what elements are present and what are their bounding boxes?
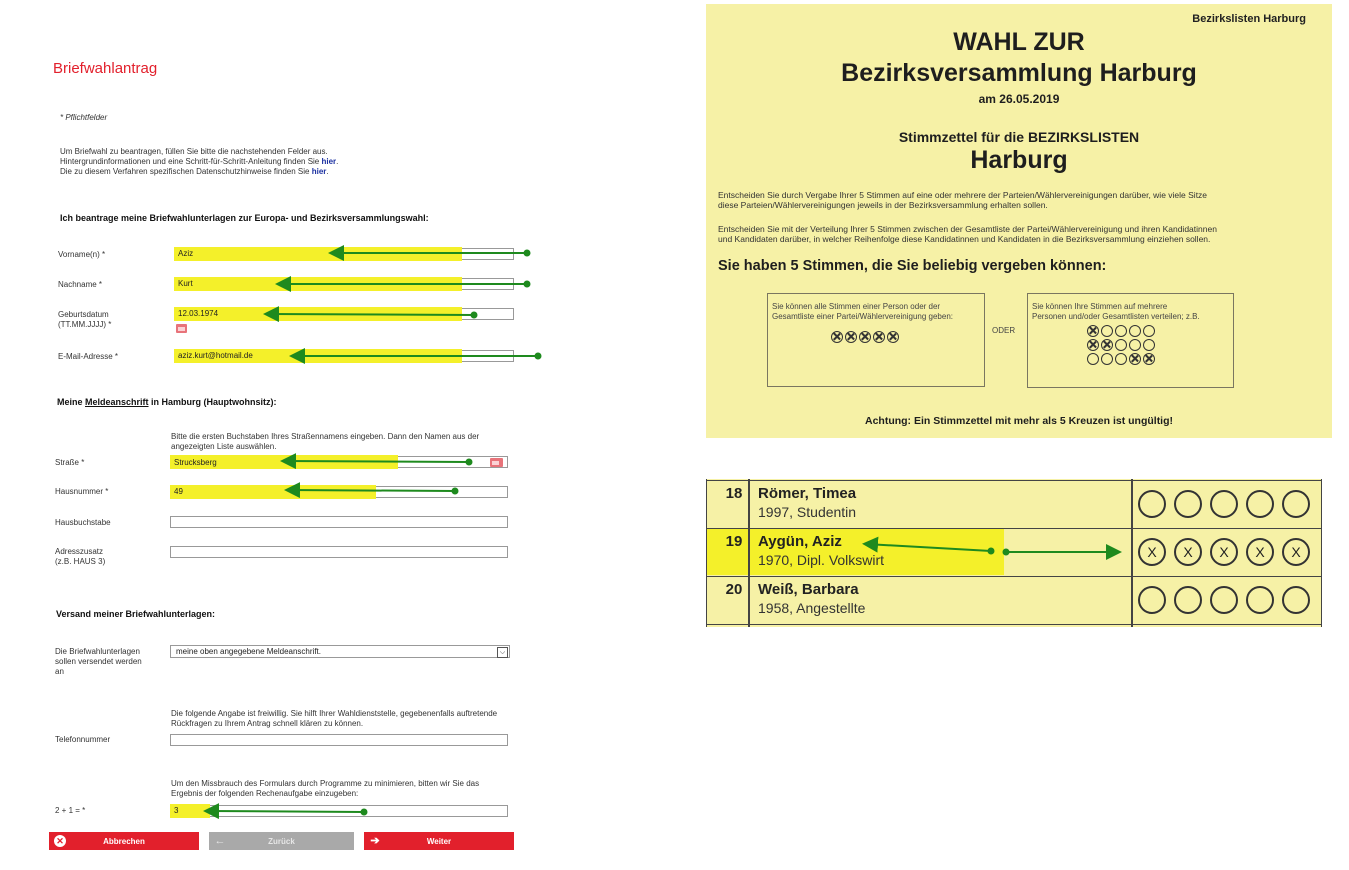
intro-text: Um Briefwahl zu beantragen, füllen Sie bitte die nachstehenden Felder aus. Hintergrundinformationen und eine Schritt-für-Schritt-Anleitung finden Sie hier. Die zu diesem Verfahren spezifischen Datenschutzhinweise finden Sie hier. [60,147,339,176]
ballot-date: am 26.05.2019 [978,92,1060,106]
arrow-right-icon: ➔ [370,835,380,847]
section-request: Ich beantrage meine Briefwahlunterlagen zur Europa- und Bezirksversammlungswahl: [60,213,429,223]
ballot-subtitle: Stimmzettel für die BEZIRKSLISTEN [898,129,1140,145]
candidate-details: 1997, Studentin [758,504,857,520]
cancel-button-label: Abbrechen [103,836,145,846]
candidate-details: 1958, Angestellte [758,600,866,616]
vote-circle[interactable]: X [1210,538,1238,566]
privacy-link[interactable]: hier [311,167,327,176]
required-note: * Pflichtfelder [60,113,108,122]
street-hint: Bitte die ersten Buchstaben Ihres Straßennamens eingeben. Dann den Namen aus der angezeigten Liste auswählen. [171,432,480,451]
vote-circle[interactable]: X [1282,538,1310,566]
ballot-example-box-1: Sie können alle Stimmen einer Person oder der Gesamtliste einer Partei/Wählervereinigung geben: [767,293,985,387]
page-title: Briefwahlantrag [53,60,158,77]
candidate-details: 1970, Dipl. Volkswirt [758,552,885,568]
versand-label: Die Briefwahlunterlagen sollen versendet werden an [55,647,142,676]
candidate-name: Aygün, Aziz [758,533,842,550]
vote-circle[interactable]: X [1174,538,1202,566]
arrow-hausnummer [288,490,455,491]
vorname-label: Vorname(n) * [58,250,106,259]
ballot-oder: ODER [992,326,1016,335]
candidate-number: 20 [725,581,743,598]
email-value: aziz.kurt@hotmail.de [178,351,253,360]
vote-circle[interactable]: X [1138,538,1166,566]
adresszusatz-label: Adresszusatz (z.B. HAUS 3) [55,547,106,566]
vote-circle[interactable]: X [1246,538,1274,566]
versand-select-value: meine oben angegebene Meldeanschrift. [176,647,321,656]
hausbuchstabe-label: Hausbuchstabe [55,518,111,527]
candidate-name: Römer, Timea [758,485,857,502]
arrow-strasse [284,461,469,462]
arrow-candidate-name [866,544,991,551]
arrow-left-icon: ← [214,835,226,847]
ballot-paragraph-1: Entscheiden Sie durch Vergabe Ihrer 5 Stimmen auf eine oder mehrere der Parteien/Wählervereinigungen darüber, wie viele Sitze diese Parteien/Wählervereinigungen jeweils in der Bezirksversammlung erhalten sollen. [718,190,1208,210]
section-versand: Versand meiner Briefwahlunterlagen: [56,609,216,619]
ballot-title-2: Bezirksversammlung Harburg [841,59,1197,87]
arrow-geburtsdatum [267,314,474,315]
chevron-down-icon[interactable]: ⌵ [497,647,508,658]
nachname-value: Kurt [178,279,193,288]
phone-label: Telefonnummer [55,735,111,744]
captcha-value: 3 [174,806,179,815]
next-button-label: Weiter [426,836,452,846]
hausnummer-label: Hausnummer * [55,487,109,496]
candidate-name: Weiß, Barbara [758,581,859,598]
meldeanschrift-link[interactable]: Meldeanschrift [85,397,149,407]
phone-hint: Die folgende Angabe ist freiwillig. Sie hilft Ihrer Wahldienststelle, gegebenenfalls auftretende Rückfragen zu Ihrem Antrag schnell klären zu können. [171,709,498,728]
back-button-label: Zurück [268,836,295,846]
captcha-label: 2 + 1 = * [55,806,86,815]
candidate-number: 19 [725,533,743,550]
ballot-title-1: WAHL ZUR [953,28,1085,56]
nachname-label: Nachname * [58,280,103,289]
arrow-captcha [207,811,364,812]
candidate-number: 18 [725,485,743,502]
ballot-district: Harburg [970,146,1068,174]
ballot-corner-label: Bezirkslisten Harburg [1192,13,1306,25]
geburtsdatum-value: 12.03.1974 [178,309,219,318]
hausnummer-value: 49 [174,487,183,496]
strasse-label: Straße * [55,458,85,467]
captcha-hint: Um den Missbrauch des Formulars durch Programme zu minimieren, bitten wir Sie das Ergebnis der folgenden Rechenaufgabe einzugeben: [171,779,480,798]
ballot-headline: Sie haben 5 Stimmen, die Sie beliebig vergeben können: [718,258,1107,274]
ballot-warning: Achtung: Ein Stimmzettel mit mehr als 5 Kreuzen ist ungültig! [864,415,1174,427]
ballot-paragraph-2: Entscheiden Sie mit der Verteilung Ihrer 5 Stimmen zwischen der Gesamtliste der Partei/Wählervereinigung und ihren Kandidatinnen und Kandidaten darüber, in welcher Reihenfolge diese Kandidatinnen und Kandidaten in die Bezirksversammlung einziehen sollen. [718,224,1217,244]
strasse-value: Strucksberg [174,458,217,467]
vorname-value: Aziz [178,249,194,258]
help-link[interactable]: hier [321,157,337,166]
email-label: E-Mail-Adresse * [58,352,119,361]
ballot-example-box-2: Sie können Ihre Stimmen auf mehrere Personen und/oder Gesamtlisten verteilen; z.B. [1027,293,1234,388]
close-icon: ✕ [54,835,66,847]
section-address: Meine Meldeanschrift in Hamburg (Hauptwohnsitz): [57,397,277,407]
geburtsdatum-label: Geburtsdatum (TT.MM.JJJJ) * [58,310,112,329]
